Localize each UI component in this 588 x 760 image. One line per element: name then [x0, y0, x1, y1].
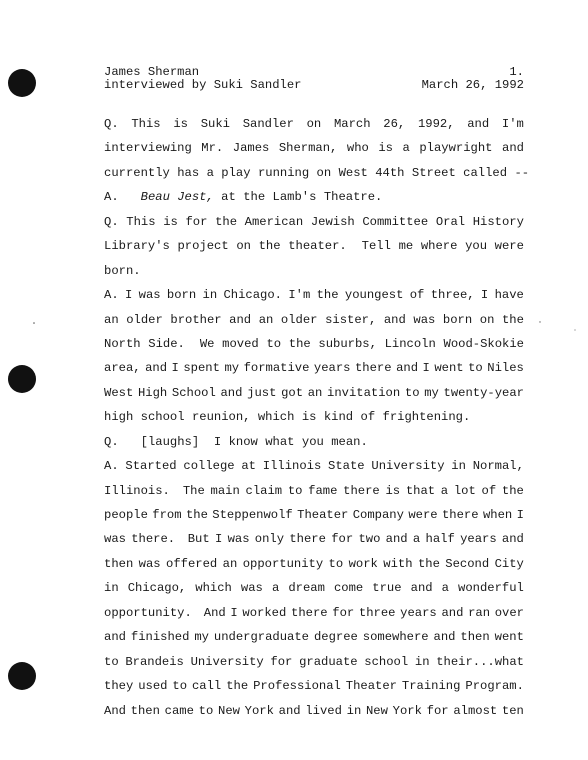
- word: wonderful: [458, 581, 524, 596]
- word: then: [130, 703, 160, 718]
- word: me: [398, 239, 414, 254]
- word: I'm: [288, 288, 311, 303]
- word: Illinois.: [104, 483, 170, 498]
- word: a: [440, 483, 449, 498]
- word: and: [278, 703, 301, 718]
- word: almost: [453, 703, 498, 718]
- word: brother: [170, 312, 222, 327]
- word: project: [177, 239, 229, 254]
- word: and: [145, 361, 168, 376]
- word: reunion,: [191, 410, 251, 425]
- word: was: [104, 532, 126, 547]
- word: running: [257, 165, 310, 180]
- word: lot: [453, 483, 476, 498]
- word: an: [104, 312, 119, 327]
- word: and: [433, 630, 456, 645]
- transcript-line: [104, 430, 524, 454]
- word: were: [408, 508, 438, 522]
- word: in: [451, 459, 466, 474]
- word: is: [163, 214, 178, 229]
- word: true: [372, 581, 402, 596]
- word: High: [137, 385, 168, 400]
- word: graduate: [299, 654, 358, 669]
- word: Beau Jest,: [140, 190, 214, 205]
- word: Professional: [253, 679, 341, 694]
- transcript-line: [104, 356, 524, 380]
- word: half: [425, 532, 455, 547]
- word: suburbs,: [318, 336, 377, 351]
- transcript-line: [104, 479, 524, 503]
- word: York: [392, 703, 422, 718]
- word: a: [206, 165, 214, 180]
- word: of: [360, 410, 376, 425]
- word: I: [480, 288, 489, 303]
- word: call: [191, 679, 222, 694]
- word: in: [202, 288, 218, 303]
- word: an: [222, 556, 238, 571]
- word: which: [257, 410, 295, 425]
- word: History: [472, 214, 524, 229]
- word: the: [417, 556, 440, 571]
- transcript-line: [104, 552, 524, 576]
- transcript-line: [104, 136, 524, 160]
- word: Street: [411, 165, 456, 180]
- word: North: [104, 336, 141, 351]
- word: you: [465, 239, 488, 254]
- word: is: [173, 117, 188, 131]
- word: years: [313, 361, 351, 376]
- word: ten: [501, 703, 524, 718]
- word: Committee: [362, 214, 429, 229]
- word: was: [227, 532, 250, 547]
- word: for: [332, 605, 355, 620]
- word: years: [460, 532, 497, 547]
- word: of: [409, 288, 425, 303]
- transcript-body: [104, 112, 530, 723]
- word: Program.: [465, 679, 524, 694]
- speaker-label: Q.: [104, 214, 119, 229]
- word: used: [138, 679, 168, 694]
- word: I: [516, 508, 524, 522]
- transcript-line: [104, 699, 524, 723]
- word: lived: [305, 703, 342, 718]
- transcript-line: [104, 112, 524, 136]
- word: 26,: [383, 117, 406, 131]
- word: York: [244, 703, 274, 718]
- word: school: [364, 654, 409, 669]
- word: moved: [222, 336, 259, 351]
- word: on: [236, 239, 251, 254]
- word: what: [265, 434, 295, 449]
- transcript-line: [104, 234, 524, 258]
- word: on: [479, 312, 495, 327]
- word: [laughs]: [140, 434, 200, 449]
- word: West: [104, 385, 134, 400]
- speaker-label: Q.: [104, 117, 119, 131]
- word: older: [126, 312, 163, 327]
- word: went: [494, 630, 524, 645]
- word: and: [385, 532, 408, 547]
- word: area,: [104, 361, 141, 376]
- word: born: [442, 312, 473, 327]
- word: years: [400, 605, 437, 620]
- transcript-line: [104, 308, 524, 332]
- word: I'm: [501, 117, 524, 131]
- word: undergraduate: [213, 630, 309, 645]
- word: Sherman,: [278, 141, 338, 156]
- word: school: [140, 410, 185, 425]
- word: you: [301, 434, 324, 449]
- page-header: [104, 66, 524, 92]
- word: to: [172, 679, 188, 694]
- word: main: [210, 483, 240, 498]
- word: then: [460, 630, 490, 645]
- word: which: [195, 581, 232, 596]
- word: born.: [104, 263, 141, 278]
- word: and: [502, 141, 524, 156]
- word: with: [383, 556, 413, 571]
- word: and: [220, 385, 243, 400]
- word: interviewing: [104, 141, 192, 156]
- word: Theater: [345, 679, 397, 694]
- word: on: [306, 117, 322, 131]
- word: West: [338, 165, 368, 180]
- word: work: [348, 556, 378, 571]
- word: and: [396, 361, 419, 376]
- word: Steppenwolf: [212, 508, 293, 522]
- word: at: [241, 459, 256, 474]
- speaker-label: A.: [104, 190, 119, 205]
- word: twenty-year: [443, 385, 524, 400]
- word: Library's: [104, 239, 170, 254]
- word: in: [346, 703, 362, 718]
- word: from: [152, 508, 182, 522]
- word: spent: [183, 361, 220, 376]
- word: Jewish: [310, 214, 355, 229]
- word: Started: [125, 459, 177, 474]
- word: is: [385, 483, 401, 498]
- word: March: [333, 117, 371, 131]
- word: went: [434, 361, 464, 376]
- word: the: [243, 190, 266, 205]
- word: were: [494, 239, 524, 254]
- word: the: [226, 679, 249, 694]
- word: Suki: [200, 117, 230, 131]
- word: Lamb's: [272, 190, 317, 205]
- word: my: [194, 630, 209, 645]
- speaker-label: A.: [104, 459, 119, 474]
- word: youngest: [344, 288, 404, 303]
- word: then: [104, 556, 134, 571]
- interviewee-name: James Sherman: [104, 65, 200, 79]
- word: to: [468, 361, 483, 376]
- transcript-line: [104, 601, 524, 625]
- word: kind: [323, 410, 354, 425]
- word: was: [138, 556, 161, 571]
- word: the: [501, 312, 524, 327]
- word: Second: [445, 556, 490, 571]
- word: the: [258, 239, 281, 254]
- word: New: [218, 703, 240, 718]
- transcript-line: [104, 503, 524, 527]
- word: to: [328, 556, 344, 571]
- word: college: [183, 459, 235, 474]
- word: somewhere: [362, 630, 429, 645]
- word: play: [221, 165, 251, 180]
- word: playwright: [419, 141, 493, 156]
- word: to: [287, 483, 303, 498]
- word: and: [410, 581, 433, 596]
- word: opportunity: [242, 556, 324, 571]
- transcript-line: [104, 210, 524, 234]
- word: sister,: [325, 312, 377, 327]
- word: for: [331, 532, 354, 547]
- word: in: [414, 654, 430, 669]
- word: Side.: [148, 336, 185, 351]
- word: I: [171, 361, 179, 376]
- transcript-line: [104, 454, 524, 478]
- transcript-line: [104, 161, 530, 185]
- word: a: [402, 141, 410, 156]
- word: in: [104, 581, 119, 596]
- word: come: [333, 581, 364, 596]
- word: they: [104, 679, 134, 694]
- word: But: [180, 532, 210, 547]
- word: just: [247, 385, 277, 400]
- transcript-line: [104, 381, 524, 405]
- word: at: [221, 190, 236, 205]
- word: people: [104, 508, 148, 522]
- word: two: [358, 532, 381, 547]
- word: We: [192, 336, 215, 351]
- word: is: [378, 141, 393, 156]
- word: claim: [245, 483, 283, 498]
- word: currently: [104, 165, 170, 180]
- word: there: [441, 508, 479, 522]
- word: This: [131, 117, 161, 131]
- transcript-line: [104, 650, 524, 674]
- word: frightening.: [382, 410, 471, 425]
- word: Theatre.: [323, 190, 383, 205]
- word: invitation: [327, 385, 401, 400]
- word: City: [494, 556, 524, 571]
- word: called: [463, 165, 508, 180]
- word: their...what: [436, 654, 524, 669]
- word: my: [424, 385, 439, 400]
- word: Niles: [487, 361, 524, 376]
- word: Sandler: [242, 117, 294, 131]
- word: of: [481, 483, 497, 498]
- word: the: [316, 288, 339, 303]
- word: Illinois: [262, 459, 322, 474]
- word: and: [441, 605, 464, 620]
- word: 44th: [375, 165, 405, 180]
- word: was: [240, 581, 263, 596]
- word: School: [171, 385, 216, 400]
- word: that: [405, 483, 436, 498]
- word: the: [215, 214, 238, 229]
- word: James: [232, 141, 270, 156]
- word: and: [104, 630, 126, 645]
- word: only: [254, 532, 285, 547]
- word: was: [138, 288, 161, 303]
- word: older: [280, 312, 318, 327]
- word: three,: [430, 288, 475, 303]
- word: there: [289, 532, 326, 547]
- interview-date: March 26, 1992: [421, 78, 524, 92]
- transcript-line: [104, 674, 524, 698]
- word: there.: [131, 532, 176, 547]
- word: over: [494, 605, 524, 620]
- interviewer-line: interviewed by Suki Sandler: [104, 78, 302, 92]
- word: I: [214, 532, 223, 547]
- word: Brandeis: [125, 654, 184, 669]
- transcript-line: [104, 332, 524, 356]
- word: there: [343, 483, 380, 498]
- word: when: [482, 508, 513, 522]
- word: a: [412, 532, 421, 547]
- word: to: [404, 385, 420, 400]
- word: opportunity.: [104, 605, 192, 620]
- word: three: [358, 605, 396, 620]
- word: Lincoln: [384, 336, 436, 351]
- word: I: [422, 361, 430, 376]
- word: Tell: [354, 239, 391, 254]
- transcript-line: [104, 576, 524, 600]
- word: the: [501, 483, 524, 498]
- word: New: [365, 703, 388, 718]
- word: has: [177, 165, 200, 180]
- word: University: [190, 654, 264, 669]
- word: to: [266, 336, 282, 351]
- word: who: [346, 141, 369, 156]
- word: Theater: [297, 508, 349, 522]
- word: American: [244, 214, 304, 229]
- word: Training: [401, 679, 461, 694]
- word: Wood-Skokie: [443, 336, 524, 351]
- word: Oral: [435, 214, 466, 229]
- word: formative: [243, 361, 310, 376]
- word: State: [328, 459, 365, 474]
- transcript-line: [104, 527, 524, 551]
- word: for: [185, 214, 208, 229]
- word: and: [229, 312, 252, 327]
- word: And: [196, 605, 226, 620]
- word: for: [426, 703, 449, 718]
- word: offered: [166, 556, 218, 571]
- word: the: [185, 508, 208, 522]
- word: The: [175, 483, 205, 498]
- word: a: [441, 581, 449, 596]
- word: was: [413, 312, 436, 327]
- word: --: [514, 165, 530, 180]
- word: Chicago.: [223, 288, 282, 303]
- word: degree: [313, 630, 358, 645]
- word: theater.: [288, 239, 347, 254]
- word: to: [198, 703, 214, 718]
- word: fame: [308, 483, 338, 498]
- word: University: [371, 459, 445, 474]
- word: there: [354, 361, 392, 376]
- word: an: [258, 312, 274, 327]
- word: my: [224, 361, 240, 376]
- speaker-label: Q.: [104, 434, 119, 449]
- word: Normal,: [472, 459, 524, 474]
- transcript-line: [104, 405, 524, 429]
- word: for: [270, 654, 293, 669]
- word: know: [228, 434, 258, 449]
- word: is: [301, 410, 317, 425]
- word: got: [281, 385, 304, 400]
- word: on: [316, 165, 332, 180]
- word: And: [104, 703, 126, 718]
- word: 1992,: [417, 117, 455, 131]
- word: ran: [468, 605, 491, 620]
- word: an: [307, 385, 323, 400]
- word: there: [291, 605, 328, 620]
- page-number: 1.: [509, 65, 524, 79]
- transcript-line: [104, 259, 524, 283]
- word: have: [494, 288, 524, 303]
- word: high: [104, 410, 134, 425]
- transcript-line: [104, 185, 524, 209]
- transcript-line: [104, 625, 524, 649]
- word: Chicago,: [127, 581, 187, 596]
- word: Mr.: [201, 141, 224, 156]
- word: mean.: [331, 434, 368, 449]
- word: I: [206, 434, 222, 449]
- word: to: [104, 654, 119, 669]
- word: a: [271, 581, 280, 596]
- word: I: [230, 605, 238, 620]
- word: born: [166, 288, 197, 303]
- word: the: [288, 336, 311, 351]
- word: dream: [288, 581, 325, 596]
- word: where: [420, 239, 458, 254]
- word: and: [501, 532, 524, 547]
- word: worked: [242, 605, 287, 620]
- word: and: [383, 312, 406, 327]
- word: This: [126, 214, 156, 229]
- word: finished: [130, 630, 190, 645]
- word: Company: [352, 508, 404, 522]
- speaker-label: A.: [104, 288, 119, 303]
- transcript-line: [104, 283, 524, 307]
- word: I: [124, 288, 133, 303]
- word: and: [467, 117, 490, 131]
- word: came: [164, 703, 194, 718]
